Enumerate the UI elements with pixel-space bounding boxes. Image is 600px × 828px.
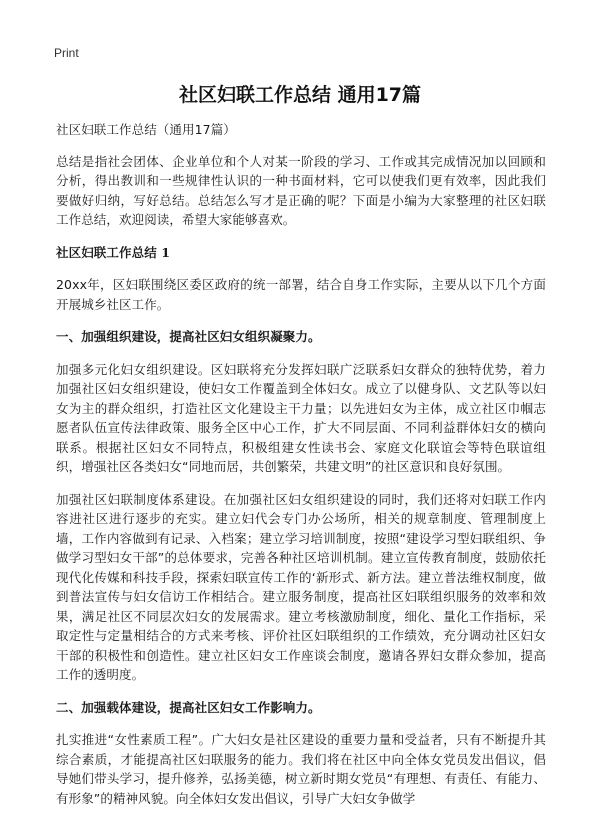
paragraph-organization: 加强多元化妇女组织建设。区妇联将充分发挥妇联广泛联系妇女群众的独特优势，着力加强社区妇女组织建设，使妇女工作覆盖到全体妇女。成立了以健身队、文艺队等以妇女为主的群众组织，打造社区文化建设主干力量；以先进妇女为主体，成立社区巾帼志愿者队伍宣传法律政策、服务全区中心工作，扩大不同层面、不同利益群体妇女的横向联系。根据社区妇女不同特点，积极组建女性读书会、家庭文化联谊会等特色联谊组织，增强社区各类妇女“同地而居，共创繁荣，共建文明”的社区意识和良好氛围。 <box>56 361 546 474</box>
heading-carrier: 二、加强载体建设，提高社区妇女工作影响力。 <box>56 699 321 715</box>
heading-organization: 一、加强组织建设，提高社区妇女组织凝聚力。 <box>56 329 321 344</box>
document-title: 社区妇联工作总结 通用17篇 <box>178 84 422 106</box>
intro-paragraph: 总结是指社会团体、企业单位和个人对某一阶段的学习、工作或其完成情况加以回顾和分析，得出教训和一些规律性认识的一种书面材料，它可以使我们更有效率，因此我们要做好归纳，写好总结。总结怎么写才是正确的呢？下面是小编为大家整理的社区妇联工作总结，欢迎阅读，希望大家能够喜欢。 <box>56 153 546 227</box>
print-label: Print <box>54 46 79 60</box>
document-body <box>56 120 546 821</box>
paragraph-system: 加强社区妇联制度体系建设。在加强社区妇女组织建设的同时，我们还将对妇联工作内容进社区进行逐步的充实。建立妇代会专门办公场所，相关的规章制度、管理制度上墙，工作内容做到有记录、入档案；建立学习培训制度，按照“建设学习型妇联组织、争做学习型妇女干部”的总体要求，完善各种社区培训机制。建立宣传教育制度，鼓励依托现代化传媒和科技手段，探索妇联宣传工作的‘新形式、新方法。建立普法维权制度，做到普法宣传与妇女信访工作相结合。建立服务制度，提高社区妇联组织服务的效率和效果，满足社区不同层次妇女的发展需求。建立考核激励制度，细化、量化工作指标，采取定性与定量相结合的方式来考核、评价社区妇联组织的工作绩效，充分调动社区妇女干部的积极性和创造性。建立社区妇女工作座谈会制度，邀请各界妇女群众参加，提高工作的透明度。 <box>56 491 546 682</box>
document-subtitle: 社区妇联工作总结（通用17篇） <box>56 122 236 137</box>
section-intro-paragraph: 20xx年，区妇联围绕区委区政府的统一部署，结合自身工作实际，主要从以下几个方面开展城乡社区工作。 <box>56 277 546 312</box>
paragraph-quality: 扎实推进“女性素质工程”。广大妇女是社区建设的重要力量和受益者，只有不断提升其综合素质，才能提高社区妇联服务的能力。我们将在社区中向全体女党员发出倡议，倡导她们带头学习，提升修养，弘扬美德，树立新时期女党员“有理想、有责任、有能力、有形象”的精神风貌。向全体妇女发出倡议，引导广大妇女争做学 <box>56 732 546 806</box>
section-heading: 社区妇联工作总结 1 <box>56 244 171 260</box>
